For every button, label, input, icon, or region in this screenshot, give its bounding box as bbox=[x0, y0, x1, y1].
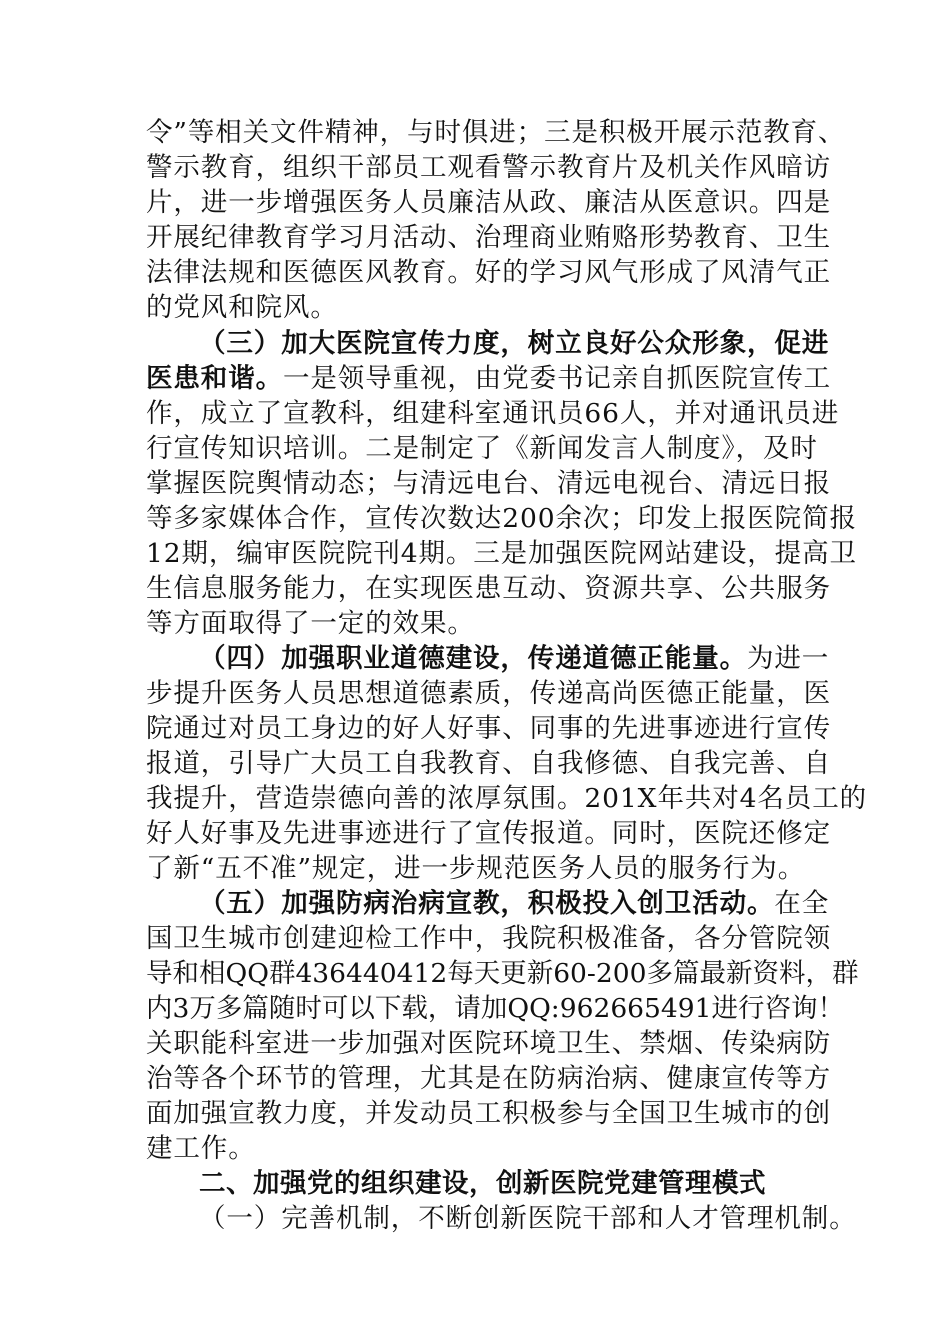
text-span: 一是领导重视，由党委书记亲自抓医院宣传工 bbox=[283, 363, 831, 394]
text-span: 在全 bbox=[774, 888, 830, 919]
section-heading-3: （三）加大医院宣传力度，树立良好公众形象，促进 bbox=[199, 328, 830, 359]
section-heading-5: （五）加强防病治病宣教，积极投入创卫活动。 bbox=[199, 888, 775, 919]
text-line: 院通过对员工身边的好人好事、同事的先进事迹进行宣传 bbox=[146, 713, 831, 744]
text-line: 建工作。 bbox=[146, 1133, 256, 1164]
text-line: 令”等相关文件精神，与时俱进；三是积极开展示范教育、 bbox=[146, 117, 846, 148]
text-line: 报道，引导广大员工自我教育、自我修德、自我完善、自 bbox=[146, 748, 831, 779]
section-heading-4: （四）加强职业道德建设，传递道德正能量。 bbox=[199, 643, 747, 674]
sub-heading-1: （一）完善机制，不断创新医院干部和人才管理机制。 bbox=[199, 1203, 857, 1234]
text-line: 治等各个环节的管理，尤其是在防病治病、健康宣传等方 bbox=[146, 1063, 831, 1094]
text-line: 面加强宣教力度，并发动员工积极参与全国卫生城市的创 bbox=[146, 1098, 831, 1129]
text-line: 掌握医院舆情动态；与清远电台、清远电视台、清远日报 bbox=[146, 468, 831, 499]
text-line: 法律法规和医德医风教育。好的学习风气形成了风清气正 bbox=[146, 257, 831, 288]
ad-line: 导和相QQ群436440412每天更新60-200多篇最新资料，群 bbox=[146, 958, 859, 989]
text-line: 步提升医务人员思想道德素质，传递高尚医德正能量，医 bbox=[146, 678, 831, 709]
text-line: 行宣传知识培训。二是制定了《新闻发言人制度》，及时 bbox=[146, 433, 818, 464]
chapter-heading: 二、加强党的组织建设，创新医院党建管理模式 bbox=[199, 1168, 766, 1199]
text-line bbox=[199, 642, 879, 676]
text-line bbox=[146, 362, 831, 396]
text-line: 好人好事及先进事迹进行了宣传报道。同时，医院还修定 bbox=[146, 818, 831, 849]
text-line: 作，成立了宣教科，组建科室通讯员66人，并对通讯员进 bbox=[146, 398, 840, 429]
text-line: 关职能科室进一步加强对医院环境卫生、禁烟、传染病防 bbox=[146, 1028, 831, 1059]
text-line bbox=[199, 887, 879, 921]
text-line: 等方面取得了一定的效果。 bbox=[146, 608, 475, 639]
text-line: 开展纪律教育学习月活动、治理商业贿赂形势教育、卫生 bbox=[146, 222, 831, 253]
text-line: 我提升，营造崇德向善的浓厚氛围。201X年共对4名员工的 bbox=[146, 783, 868, 814]
text-line: 12期，编审医院院刊4期。三是加强医院网站建设，提高卫 bbox=[146, 538, 857, 569]
text-line: 了新“五不准”规定，进一步规范医务人员的服务行为。 bbox=[146, 853, 806, 884]
text-line: 警示教育，组织干部员工观看警示教育片及机关作风暗访 bbox=[146, 152, 831, 183]
text-line: 的党风和院风。 bbox=[146, 292, 338, 323]
section-heading-3-cont: 医患和谐。 bbox=[146, 363, 283, 394]
text-line: 国卫生城市创建迎检工作中，我院积极准备，各分管院领 bbox=[146, 923, 831, 954]
text-line: 片，进一步增强医务人员廉洁从政、廉洁从医意识。四是 bbox=[146, 187, 831, 218]
text-span: 为进一 bbox=[747, 643, 830, 674]
text-line: 等多家媒体合作，宣传次数达200余次；印发上报医院简报 bbox=[146, 503, 857, 534]
ad-line: 内3万多篇随时可以下载，请加QQ:962665491进行咨询！ bbox=[146, 993, 844, 1024]
text-line: 生信息服务能力，在实现医患互动、资源共享、公共服务 bbox=[146, 573, 831, 604]
